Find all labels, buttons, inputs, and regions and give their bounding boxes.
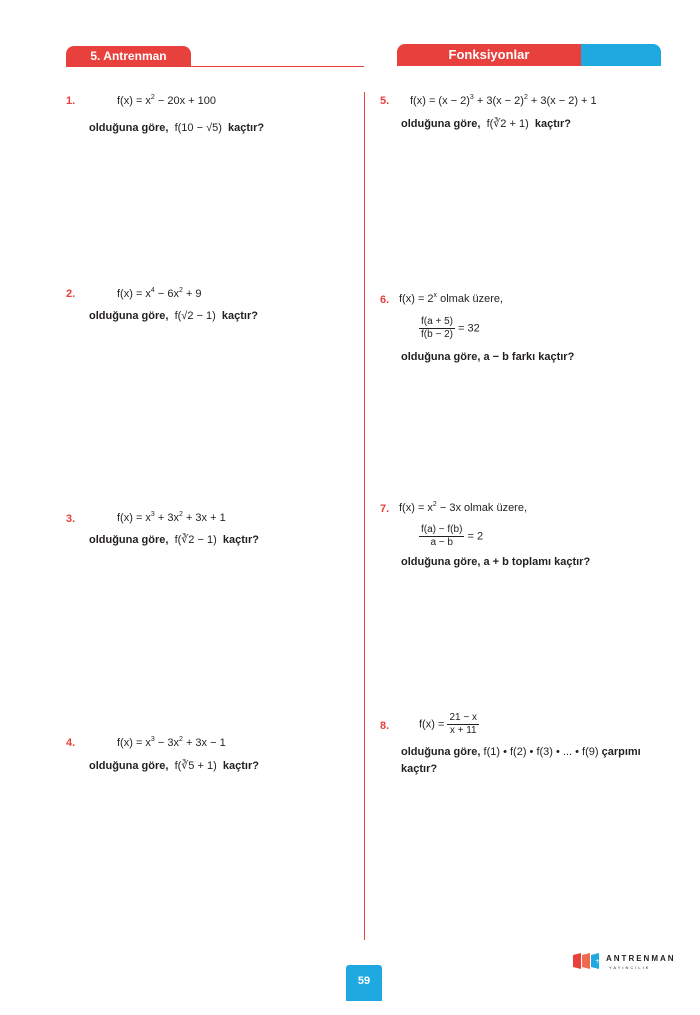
question-prompt: olduğuna göre, a + b toplamı kaçtır? — [401, 556, 591, 568]
logo-subtext: YAYINCILIK — [609, 965, 651, 970]
function-definition: $f(x) = x^4 - 6x^2 + 9$ — [117, 287, 202, 300]
topic-tab-accent — [581, 44, 661, 66]
target-expression: f(∛2 − 1) — [174, 534, 217, 546]
page-number: 59 — [346, 965, 382, 1001]
function-definition: $f(x) = (x - 2)^3 + 3(x - 2)^2 + 3(x - 2) + 1$ — [410, 94, 597, 107]
fraction-equation: $\frac{f(a + 5)}{f(b - 2)}$ = 32 — [421, 316, 480, 340]
question-number: 6. — [380, 294, 390, 306]
target-expression: f(10 − √5) — [174, 122, 222, 134]
question-prompt: olduğuna göre, f(√2 − 1) kaçtır? — [89, 310, 258, 322]
target-expression: f(√2 − 1) — [174, 310, 216, 322]
question-prompt: olduğuna göre, f(∛2 + 1) kaçtır? — [401, 118, 571, 130]
target-expression: f(∛5 + 1) — [174, 760, 217, 772]
condition-line: $f(x) = 2^x$ olmak üzere, — [399, 292, 504, 305]
topic-tab: Fonksiyonlar — [397, 44, 581, 66]
question-ask: kaçtır? — [401, 763, 438, 775]
logo-mark-red — [573, 953, 581, 969]
column-divider — [364, 92, 365, 940]
logo-text: ANTRENMAN — [606, 954, 676, 963]
question-prompt: olduğuna göre, f(∛2 − 1) kaçtır? — [89, 534, 259, 546]
condition-line: $f(x) = x^2 - 3x$ olmak üzere, — [399, 501, 528, 514]
product-expression: f(1) • f(2) • f(3) • ... • f(9) — [483, 746, 599, 758]
fraction-equation: $\frac{f(a) - f(b)}{a - b}$ = 2 — [421, 524, 484, 548]
question-number: 7. — [380, 503, 390, 515]
function-definition: f(x) = $\frac{21 - x}{x + 11}$ — [419, 712, 477, 736]
question-prompt: olduğuna göre, f(1) • f(2) • f(3) • ... • f(9) çarpımı — [401, 746, 641, 758]
function-definition: $f(x) = x^3 + 3x^2 + 3x + 1$ — [117, 511, 226, 524]
function-definition: $f(x) = x^2 - 20x + 100$ — [117, 94, 216, 107]
target-expression: f(∛2 + 1) — [486, 118, 529, 130]
question-prompt: olduğuna göre, f(10 − √5) kaçtır? — [89, 122, 265, 134]
question-number: 3. — [66, 513, 76, 525]
question-number: 1. — [66, 95, 76, 107]
question-number: 5. — [380, 95, 390, 107]
question-number: 2. — [66, 288, 76, 300]
question-number: 4. — [66, 737, 76, 749]
function-definition: $f(x) = x^3 - 3x^2 + 3x - 1$ — [117, 736, 226, 749]
question-prompt: olduğuna göre, f(∛5 + 1) kaçtır? — [89, 760, 259, 772]
section-tab: 5. Antrenman — [66, 46, 191, 66]
svg-text:+: + — [595, 958, 601, 965]
question-prompt: olduğuna göre, a − b farkı kaçtır? — [401, 351, 575, 363]
logo-mark-red2 — [582, 953, 590, 969]
question-number: 8. — [380, 720, 390, 732]
header-rule — [66, 66, 364, 67]
